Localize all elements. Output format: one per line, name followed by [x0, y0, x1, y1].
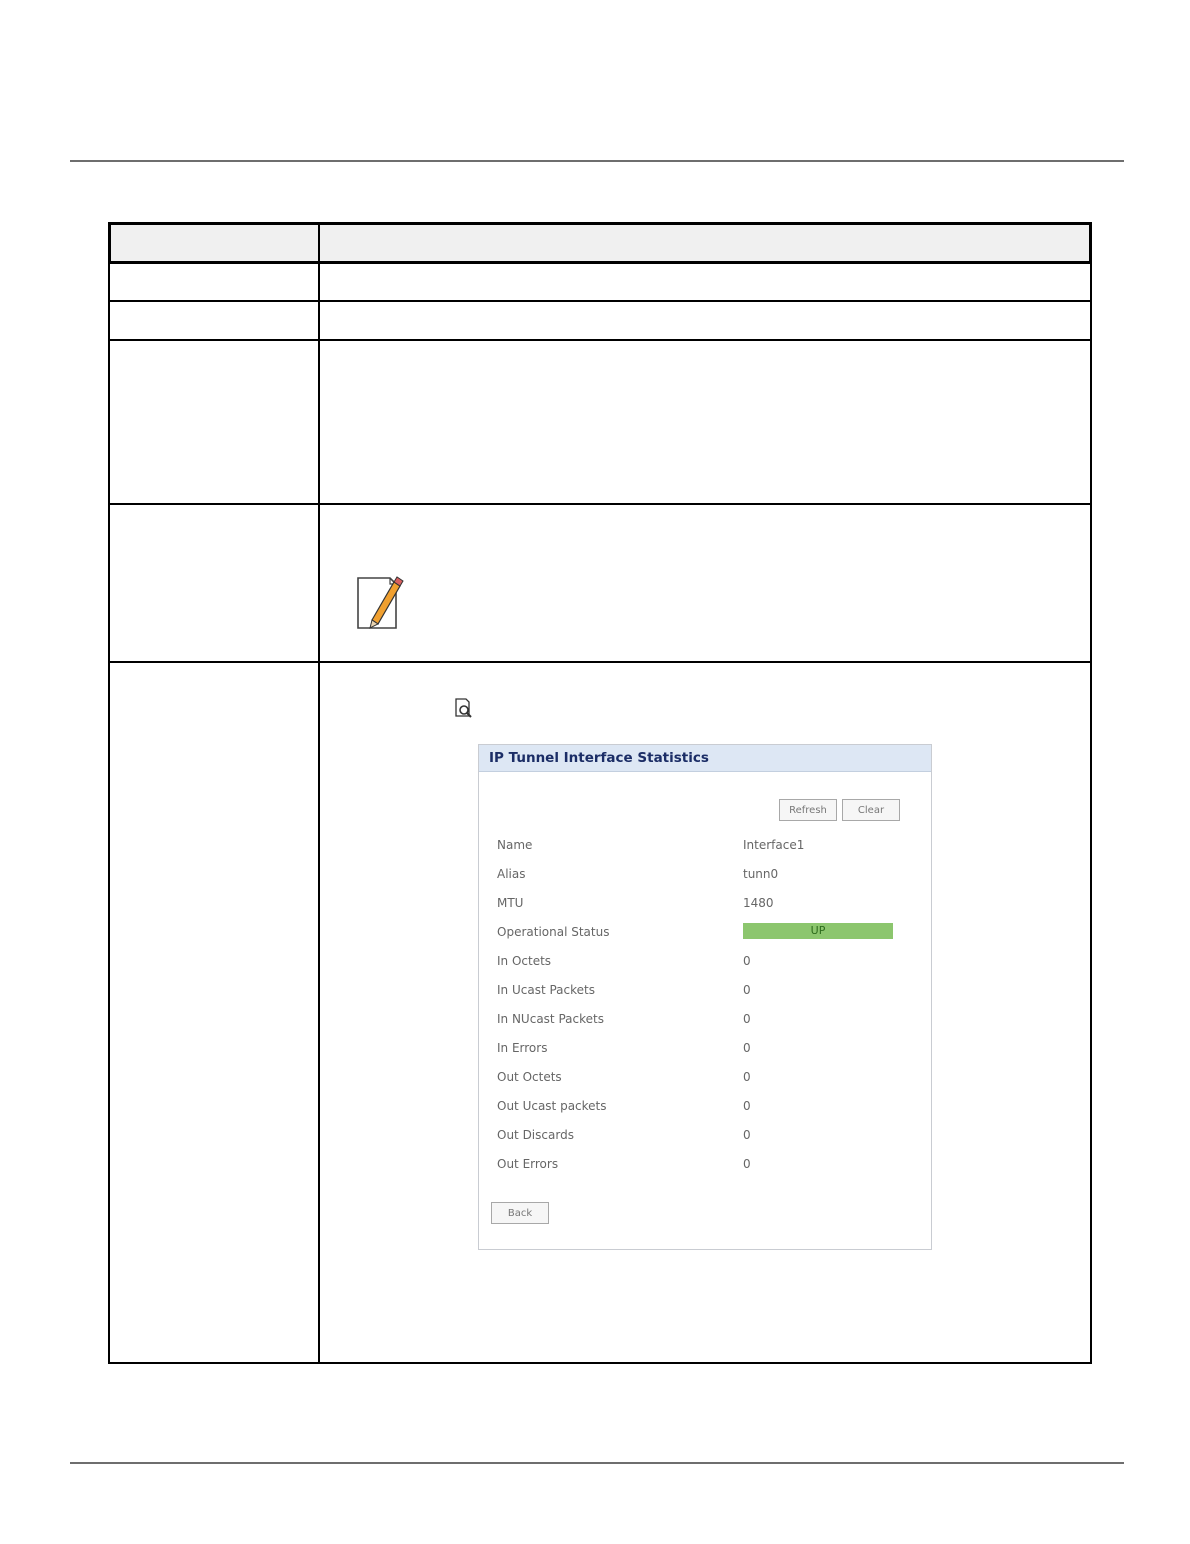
row-divider	[108, 300, 1092, 302]
refresh-button[interactable]: Refresh	[779, 799, 837, 821]
footer-rule	[70, 1462, 1124, 1464]
stat-label: Out Ucast packets	[497, 1099, 607, 1113]
row-divider	[108, 1362, 1092, 1364]
stats-row	[497, 925, 897, 945]
stats-row	[497, 896, 897, 916]
row-divider	[108, 661, 1092, 663]
stats-row	[497, 1070, 897, 1090]
stat-value: 0	[743, 983, 751, 997]
stats-row	[497, 1041, 897, 1061]
stat-label: In Ucast Packets	[497, 983, 595, 997]
stat-value: 0	[743, 1128, 751, 1142]
table-header-row	[108, 222, 1092, 264]
stat-label: Operational Status	[497, 925, 610, 939]
stats-row	[497, 1128, 897, 1148]
view-statistics-icon[interactable]	[454, 698, 474, 718]
row-divider	[108, 503, 1092, 505]
stat-label: Out Errors	[497, 1157, 559, 1171]
clear-button[interactable]: Clear	[842, 799, 900, 821]
stats-row	[497, 867, 897, 887]
stat-label: In Octets	[497, 954, 552, 968]
stats-row	[497, 983, 897, 1003]
note-pencil-icon	[356, 574, 406, 630]
stat-label: MTU	[497, 896, 524, 910]
stat-value: 1480	[743, 896, 774, 910]
header-rule	[70, 160, 1124, 162]
stats-row	[497, 1012, 897, 1032]
stat-label: Out Octets	[497, 1070, 562, 1084]
stat-label: Name	[497, 838, 533, 852]
stats-row	[497, 1157, 897, 1177]
stat-label: In NUcast Packets	[497, 1012, 604, 1026]
stats-row	[497, 838, 897, 858]
stats-row	[497, 954, 897, 974]
stat-value: 0	[743, 1041, 751, 1055]
stat-value: 0	[743, 1157, 751, 1171]
stat-value: 0	[743, 1099, 751, 1113]
ip-tunnel-stats-window	[478, 744, 932, 1250]
parameter-table	[108, 222, 1092, 1364]
stat-value: 0	[743, 954, 751, 968]
stat-value: Interface1	[743, 838, 805, 852]
stats-window-title: IP Tunnel Interface Statistics	[479, 745, 931, 772]
column-divider	[318, 222, 320, 1364]
stat-label: Out Discards	[497, 1128, 574, 1142]
stats-row	[497, 1099, 897, 1119]
stat-label: Alias	[497, 867, 526, 881]
row-divider	[108, 339, 1092, 341]
table-left-border	[108, 222, 110, 1364]
back-button[interactable]: Back	[491, 1202, 549, 1224]
table-right-border	[1090, 222, 1092, 1364]
stat-value: tunn0	[743, 867, 779, 881]
stat-value: 0	[743, 1070, 751, 1084]
stat-value: 0	[743, 1012, 751, 1026]
operational-status-badge: UP	[743, 923, 893, 939]
stat-label: In Errors	[497, 1041, 548, 1055]
